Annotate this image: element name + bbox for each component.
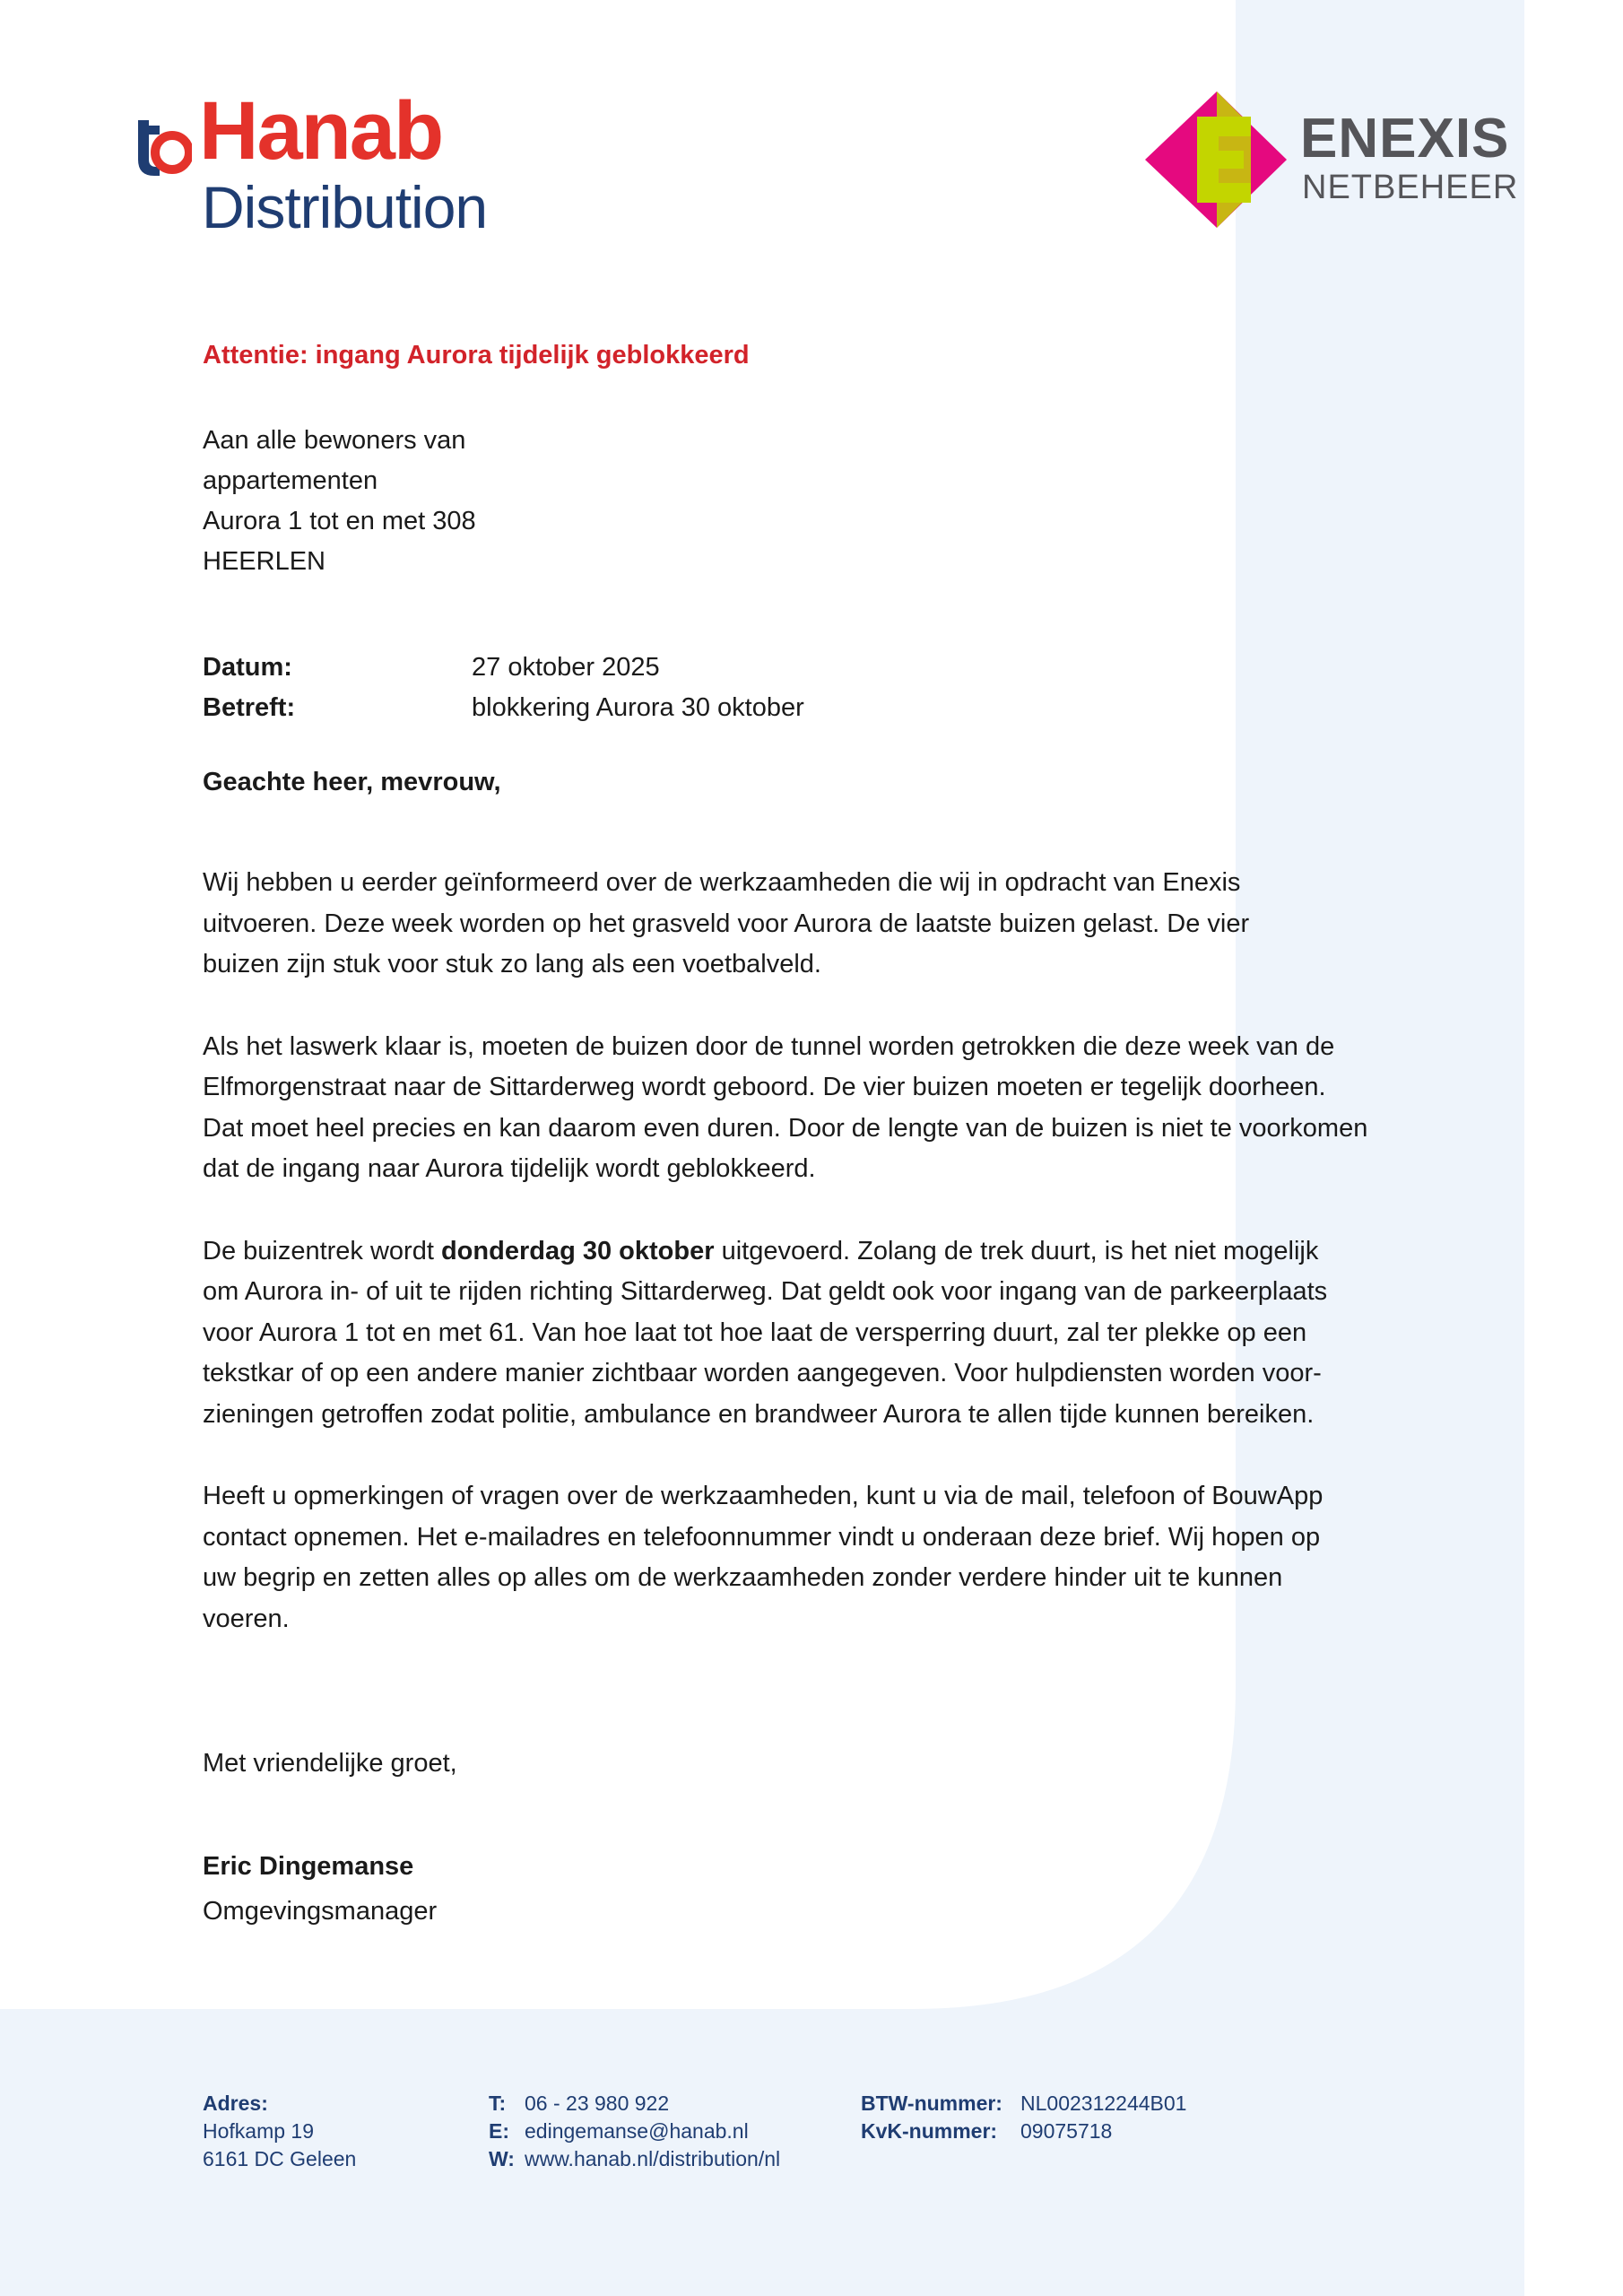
email-row <box>489 2118 780 2145</box>
text-segment: uitgevoerd. Zolang de trek duurt, is het niet mogelijk <box>714 1236 1319 1265</box>
hanab-logo-icon <box>133 117 192 179</box>
date-row <box>203 648 804 688</box>
text-line: Elfmorgenstraat naar de Sittarderweg wordt geboord. De vier buizen moeten er tegelijk doorheen. <box>203 1073 1326 1101</box>
recipient-line: appartementen <box>203 466 378 495</box>
kvk-label: KvK-nummer: <box>861 2119 998 2143</box>
web-label: W: <box>489 2147 515 2170</box>
signer-role: Omgevingsmanager <box>203 1897 438 1926</box>
footer-address <box>203 2090 356 2173</box>
text-line: Wij hebben u eerder geïnformeerd over de werkzaamheden die wij in opdracht van Enexis <box>203 868 1241 897</box>
footer-contact <box>489 2090 780 2173</box>
text-line: uitvoeren. Deze week worden op het grasveld voor Aurora de laatste buizen gelast. De vier <box>203 909 1250 938</box>
recipient-line: Aurora 1 tot en met 308 <box>203 507 476 535</box>
salutation: Geachte heer, mevrouw, <box>203 768 501 796</box>
web-row <box>489 2145 780 2173</box>
enexis-logo-subtitle: NETBEHEER <box>1302 169 1519 206</box>
text-line: voeren. <box>203 1604 290 1633</box>
text-line <box>203 1231 1458 1273</box>
recipient-line: HEERLEN <box>203 547 325 576</box>
text-line: dat de ingang naar Aurora tijdelijk wordt geblokkeerd. <box>203 1154 816 1183</box>
address-line: Hofkamp 19 <box>203 2119 315 2143</box>
letter-body <box>203 863 1458 1681</box>
vat-value: NL002312244B01 <box>1020 2092 1187 2115</box>
email-link[interactable]: edingemanse@hanab.nl <box>525 2119 749 2143</box>
signer-name: Eric Dingemanse <box>203 1852 414 1881</box>
address-line: 6161 DC Geleen <box>203 2147 357 2170</box>
paragraph-2 <box>203 1027 1458 1190</box>
recipient-line: Aan alle bewoners van <box>203 426 466 455</box>
paragraph-4 <box>203 1476 1458 1639</box>
letter-meta <box>203 648 804 728</box>
phone-row <box>489 2090 780 2118</box>
phone-value: 06 - 23 980 922 <box>525 2092 670 2115</box>
subject-row <box>203 688 804 728</box>
text-line: Dat moet heel precies en kan daarom even duren. Door de lengte van de buizen is niet te voorkomen <box>203 1113 1368 1143</box>
phone-label: T: <box>489 2092 507 2115</box>
text-line: Als het laswerk klaar is, moeten de buizen door de tunnel worden getrokken die deze week van de <box>203 1031 1335 1061</box>
website-link[interactable]: www.hanab.nl/distribution/nl <box>525 2147 781 2170</box>
paragraph-1 <box>203 863 1458 986</box>
highlighted-date: donderdag 30 oktober <box>440 1236 715 1265</box>
attention-heading: Attentie: ingang Aurora tijdelijk geblokkeerd <box>203 341 750 370</box>
date-value: 27 oktober 2025 <box>472 653 660 682</box>
vat-label: BTW-nummer: <box>861 2092 1002 2115</box>
date-label: Datum: <box>203 653 292 682</box>
text-line: tekstkar of op een andere manier zichtbaar worden aangegeven. Voor hulpdiensten worden voor- <box>203 1359 1322 1387</box>
email-label: E: <box>489 2119 509 2143</box>
subject-value: blokkering Aurora 30 oktober <box>472 693 804 722</box>
kvk-row <box>861 2118 1186 2145</box>
text-line: om Aurora in- of uit te rijden richting Sittarderweg. Dat geldt ook voor ingang van de parkeerplaats <box>203 1277 1328 1306</box>
text-line: voor Aurora 1 tot en met 61. Van hoe laat tot hoe laat de versperring duurt, zal ter plekke op een <box>203 1318 1307 1347</box>
text-line: buizen zijn stuk voor stuk zo lang als een voetbalveld. <box>203 950 821 978</box>
text-segment: De buizentrek wordt <box>203 1236 441 1265</box>
enexis-logo-icon <box>1143 90 1287 230</box>
recipient-address <box>203 421 476 582</box>
text-line: zieningen getroffen zodat politie, ambulance en brandweer Aurora te allen tijde kunnen bereiken. <box>203 1399 1315 1429</box>
paragraph-3 <box>203 1231 1458 1436</box>
vat-row <box>861 2090 1186 2118</box>
address-label: Adres: <box>203 2092 268 2115</box>
text-line: contact opnemen. Het e-mailadres en telefoonnummer vindt u onderaan deze brief. Wij hopen op <box>203 1522 1321 1552</box>
hanab-logo-wordmark: Hanab <box>199 85 443 177</box>
closing: Met vriendelijke groet, <box>203 1749 457 1778</box>
text-line: Heeft u opmerkingen of vragen over de werkzaamheden, kunt u via de mail, telefoon of BouwApp <box>203 1482 1324 1510</box>
hanab-logo-subtitle: Distribution <box>202 174 488 240</box>
text-line: uw begrip en zetten alles op alles om de werkzaamheden zonder verdere hinder uit te kunnen <box>203 1563 1283 1592</box>
footer-registration <box>861 2090 1186 2145</box>
enexis-logo-wordmark: ENEXIS <box>1300 108 1510 170</box>
kvk-value: 09075718 <box>1020 2119 1113 2143</box>
subject-label: Betreft: <box>203 693 296 722</box>
